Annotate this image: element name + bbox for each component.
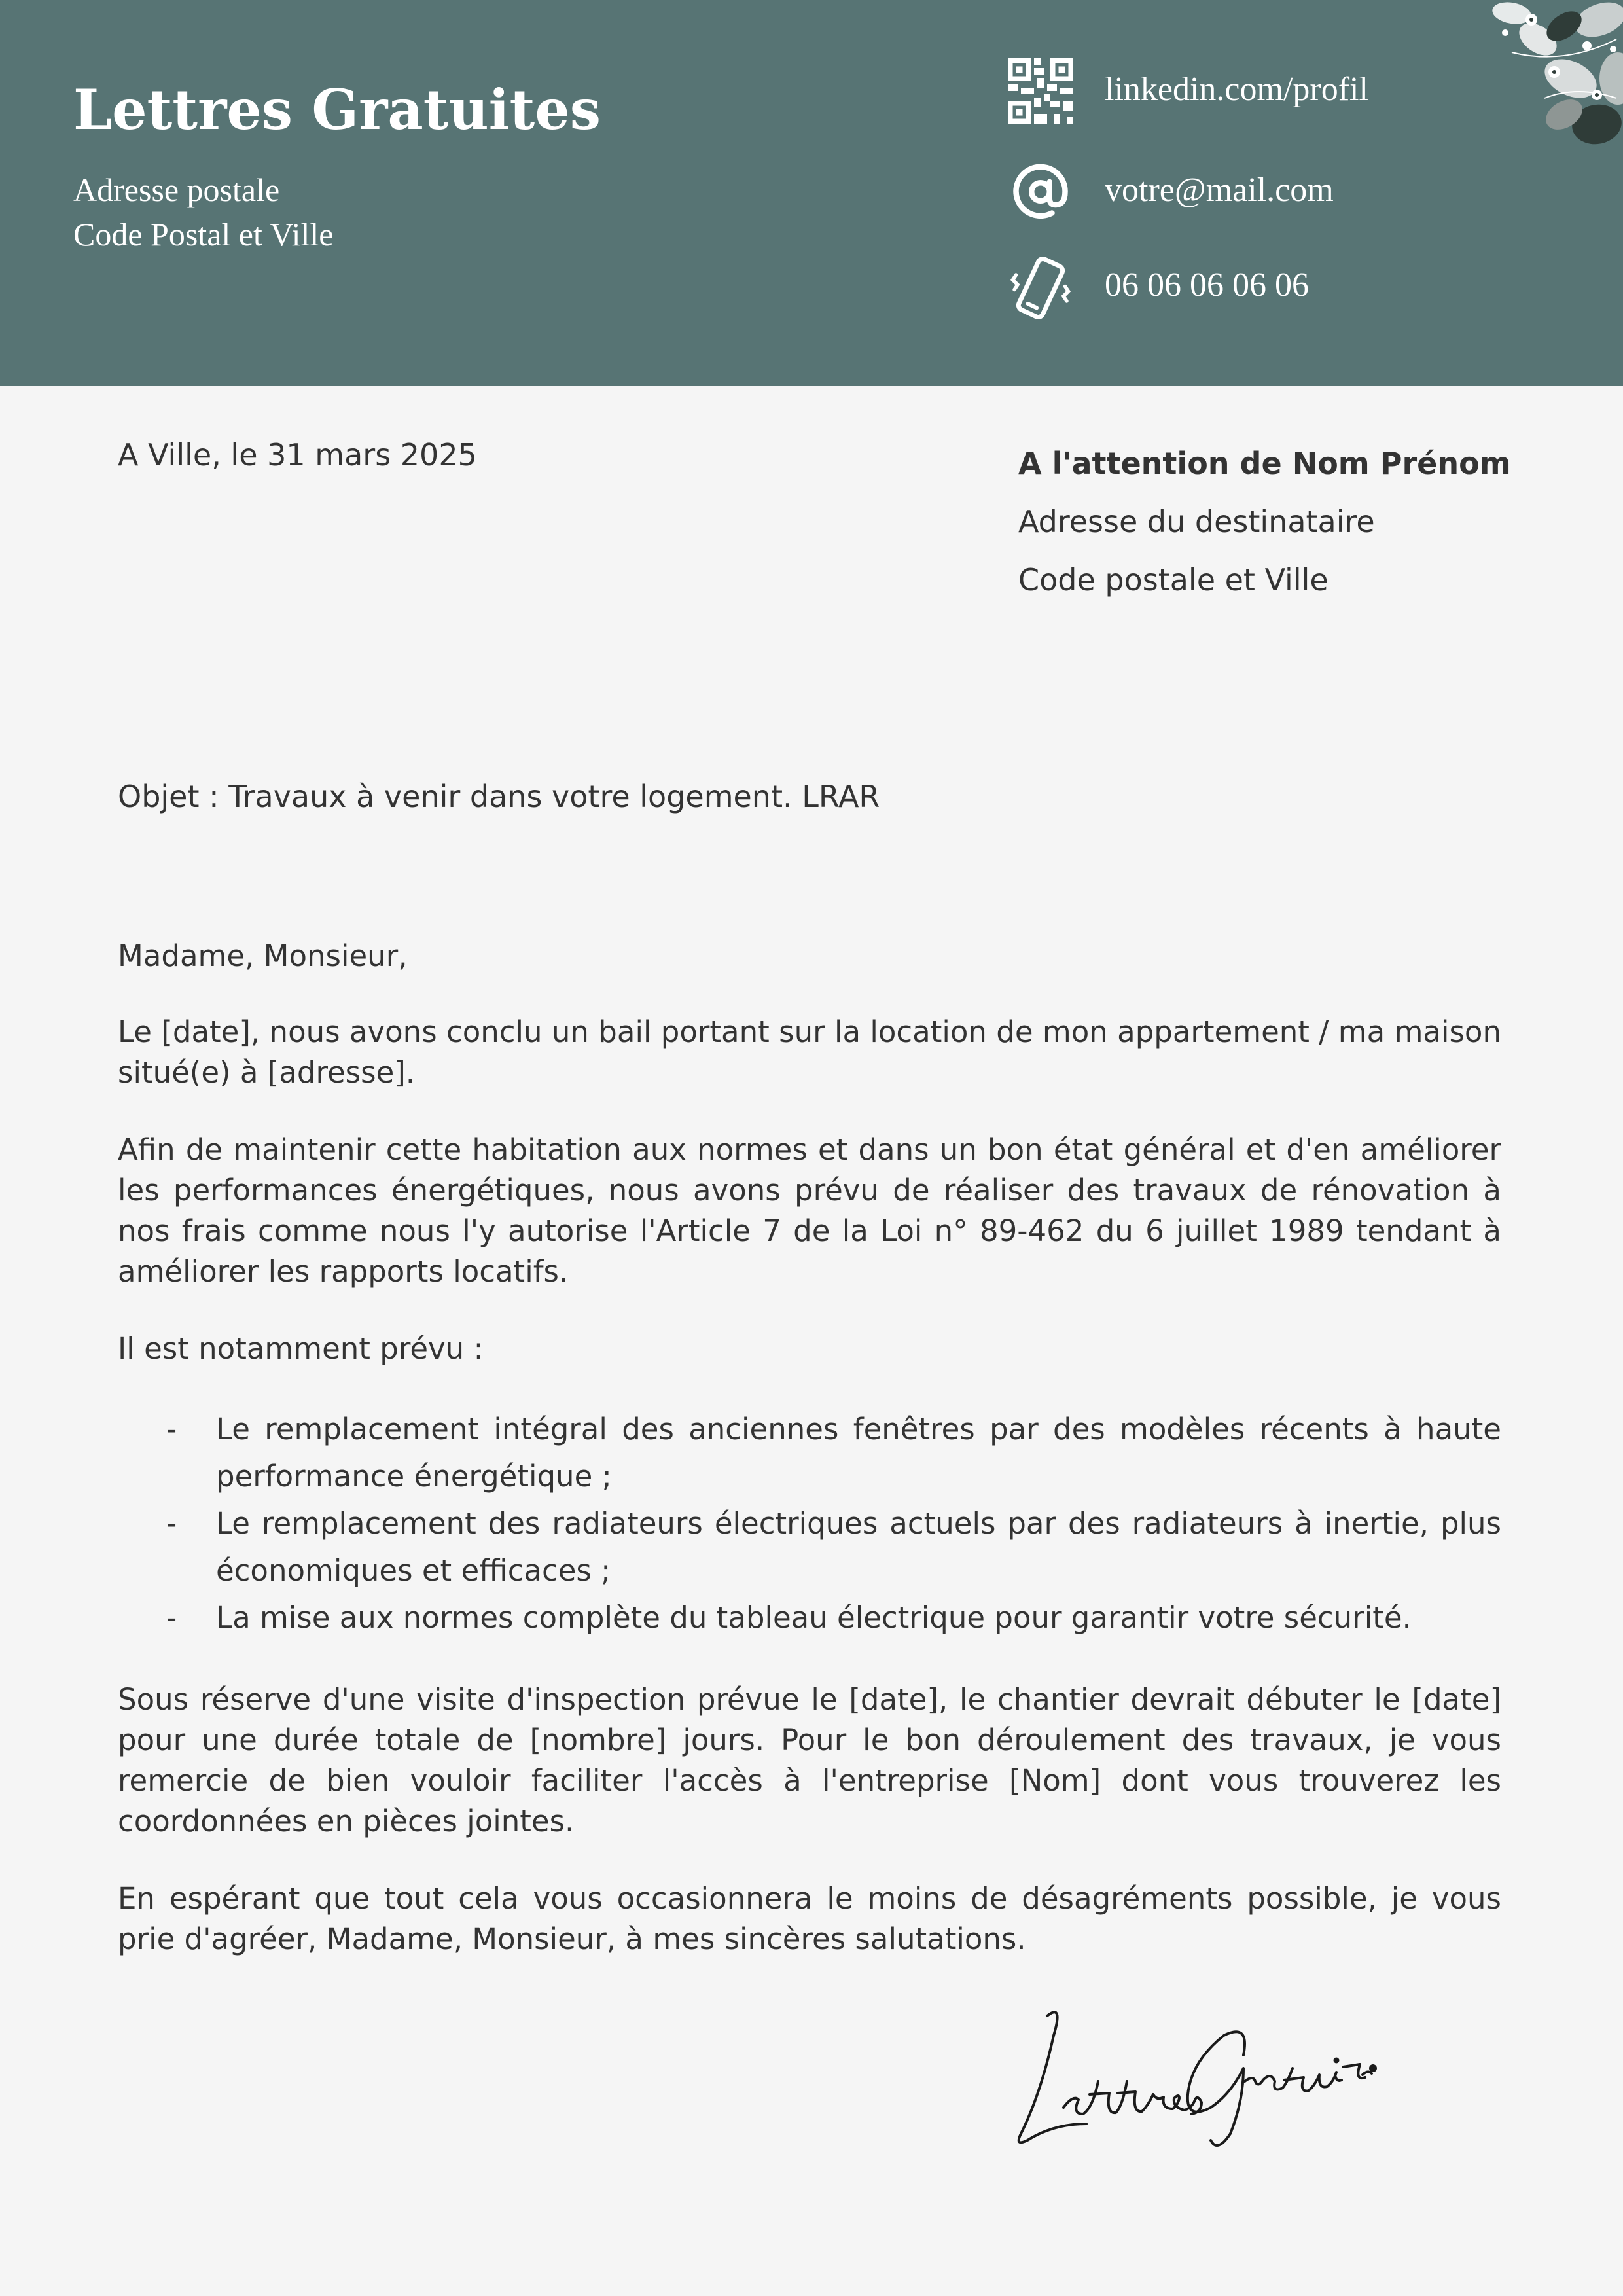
email-address[interactable]: votre@mail.com xyxy=(1105,171,1334,209)
at-sign-icon xyxy=(1008,159,1073,224)
phone-number[interactable]: 06 06 06 06 06 xyxy=(1105,266,1309,304)
paragraph: Afin de maintenir cette habitation aux normes et dans un bon état général et d'en améliorer les performances énergétiques, nous avons prévu de réaliser des travaux de rénovation à nos frais comme nous l'y autorise l'Article 7 de la Loi n° 89-462 du 6 juillet 1989 tendant à améliorer les rapports locatifs. xyxy=(118,1132,1501,1289)
linkedin-link[interactable]: linkedin.com/profil xyxy=(1105,71,1368,108)
list-item: - Le remplacement des radiateurs électriques actuels par des radiateurs à inertie, plus économiques et efficaces ; xyxy=(118,1500,1501,1594)
recipient-city: Code postale et Ville xyxy=(1018,562,1329,598)
sender-address-line: Adresse postale xyxy=(73,171,280,208)
qr-code-icon xyxy=(1008,58,1073,124)
letter-subject: Objet : Travaux à venir dans votre logement. LRAR xyxy=(118,779,880,814)
paragraph: Sous réserve d'une visite d'inspection prévue le [date], le chantier devrait débuter le [date] pour une durée totale de [nombre] jours. Pour le bon déroulement des travaux, je vous remercie de bien vouloir faciliter l'accès à l'entreprise [Nom] dont vous trouverez les coordonnées en pièces jointes. xyxy=(118,1682,1501,1839)
letter-body xyxy=(118,936,1501,1996)
phone-icon xyxy=(1008,255,1073,321)
floral-decoration xyxy=(1466,0,1623,157)
works-list xyxy=(118,1406,1501,1641)
sender-city-line: Code Postal et Ville xyxy=(73,216,334,253)
handwritten-signature xyxy=(1001,1983,1381,2153)
letter-header xyxy=(0,0,1623,386)
closing-paragraph: En espérant que tout cela vous occasionnera le moins de désagréments possible, je vous prie d'agréer, Madame, Monsieur, à mes sincères salutations. xyxy=(118,1881,1501,1956)
salutation: Madame, Monsieur, xyxy=(118,939,408,973)
recipient-name: A l'attention de Nom Prénom xyxy=(1018,446,1511,481)
letter-date: A Ville, le 31 mars 2025 xyxy=(118,437,477,473)
recipient-block xyxy=(1018,435,1511,609)
paragraph: Il est notamment prévu : xyxy=(118,1331,484,1366)
list-item: - La mise aux normes complète du tableau électrique pour garantir votre sécurité. xyxy=(118,1594,1501,1641)
sender-name: Lettres Gratuites xyxy=(73,77,601,142)
paragraph: Le [date], nous avons conclu un bail portant sur la location de mon appartement / ma maison situé(e) à [adresse]. xyxy=(118,1014,1501,1090)
recipient-address: Adresse du destinataire xyxy=(1018,504,1375,539)
list-item: - Le remplacement intégral des anciennes fenêtres par des modèles récents à haute performance énergétique ; xyxy=(118,1406,1501,1500)
